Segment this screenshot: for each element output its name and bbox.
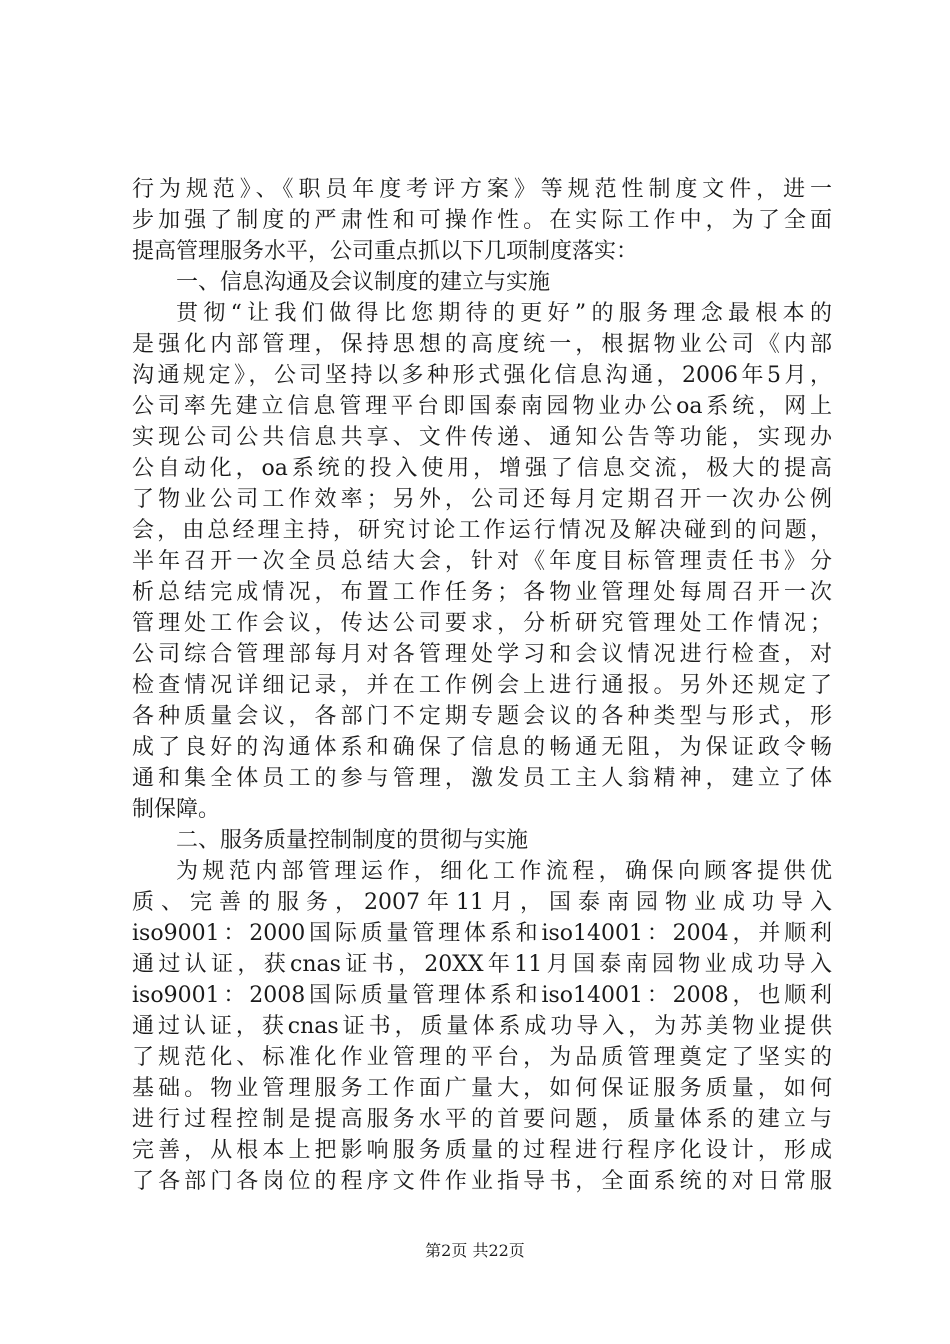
text-line: 管理处工作会议，传达公司要求，分析研究管理处工作情况； <box>132 611 832 636</box>
text-line: 贯彻“让我们做得比您期待的更好”的服务理念最根本的 <box>176 301 832 326</box>
text-line: 沟通规定》，公司坚持以多种形式强化信息沟通，2006年5月， <box>132 363 832 388</box>
text-line: 公自动化，oa系统的投入使用，增强了信息交流，极大的提高 <box>132 456 832 481</box>
text-line: iso9001：2000国际质量管理体系和iso14001：2004，并顺利 <box>132 921 832 946</box>
text-line: 二、服务质量控制制度的贯彻与实施 <box>176 828 529 853</box>
text-line: 公司综合管理部每月对各管理处学习和会议情况进行检查，对 <box>132 642 832 667</box>
text-line: 提高管理服务水平，公司重点抓以下几项制度落实： <box>132 239 639 264</box>
text-line: 为规范内部管理运作，细化工作流程，确保向顾客提供优 <box>176 859 832 884</box>
text-line: iso9001：2008国际质量管理体系和iso14001：2008，也顺利 <box>132 983 832 1008</box>
text-line: 各种质量会议，各部门不定期专题会议的各种类型与形式，形 <box>132 704 832 729</box>
text-line: 制保障。 <box>132 797 221 822</box>
text-line: 通过认证，获cnas证书，20XX年11月国泰南园物业成功导入 <box>132 952 832 977</box>
text-line: 了物业公司工作效率；另外，公司还每月定期召开一次办公例 <box>132 487 832 512</box>
text-line: 基础。物业管理服务工作面广量大，如何保证服务质量，如何 <box>132 1076 832 1101</box>
text-line: 通过认证，获cnas证书，质量体系成功导入，为苏美物业提供 <box>132 1014 832 1039</box>
text-line: 检查情况详细记录，并在工作例会上进行通报。另外还规定了 <box>132 673 832 698</box>
text-line: 了规范化、标准化作业管理的平台，为品质管理奠定了坚实的 <box>132 1045 832 1070</box>
text-line: 质、完善的服务，2007年11月，国泰南园物业成功导入 <box>132 890 832 915</box>
text-line: 会，由总经理主持，研究讨论工作运行情况及解决碰到的问题， <box>132 518 832 543</box>
text-line: 一、信息沟通及会议制度的建立与实施 <box>176 270 551 295</box>
document-body <box>132 174 832 1197</box>
text-line: 完善，从根本上把影响服务质量的过程进行程序化设计，形成 <box>132 1138 832 1163</box>
text-line: 公司率先建立信息管理平台即国泰南园物业办公oa系统，网上 <box>132 394 832 419</box>
text-line: 进行过程控制是提高服务水平的首要问题，质量体系的建立与 <box>132 1107 832 1132</box>
page-footer: 第2页 共22页 <box>425 1241 525 1260</box>
text-line: 半年召开一次全员总结大会，针对《年度目标管理责任书》分 <box>132 549 832 574</box>
text-line: 步加强了制度的严肃性和可操作性。在实际工作中，为了全面 <box>132 208 832 233</box>
text-line: 成了良好的沟通体系和确保了信息的畅通无阻，为保证政令畅 <box>132 735 832 760</box>
text-line: 是强化内部管理，保持思想的高度统一，根据物业公司《内部 <box>132 332 832 357</box>
text-line: 实现公司公共信息共享、文件传递、通知公告等功能，实现办 <box>132 425 832 450</box>
text-line: 行为规范》、《职员年度考评方案》等规范性制度文件，进一 <box>132 177 832 202</box>
text-line: 了各部门各岗位的程序文件作业指导书，全面系统的对日常服 <box>132 1169 832 1194</box>
text-line: 析总结完成情况，布置工作任务；各物业管理处每周召开一次 <box>132 580 832 605</box>
text-line: 通和集全体员工的参与管理，激发员工主人翁精神，建立了体 <box>132 766 832 791</box>
